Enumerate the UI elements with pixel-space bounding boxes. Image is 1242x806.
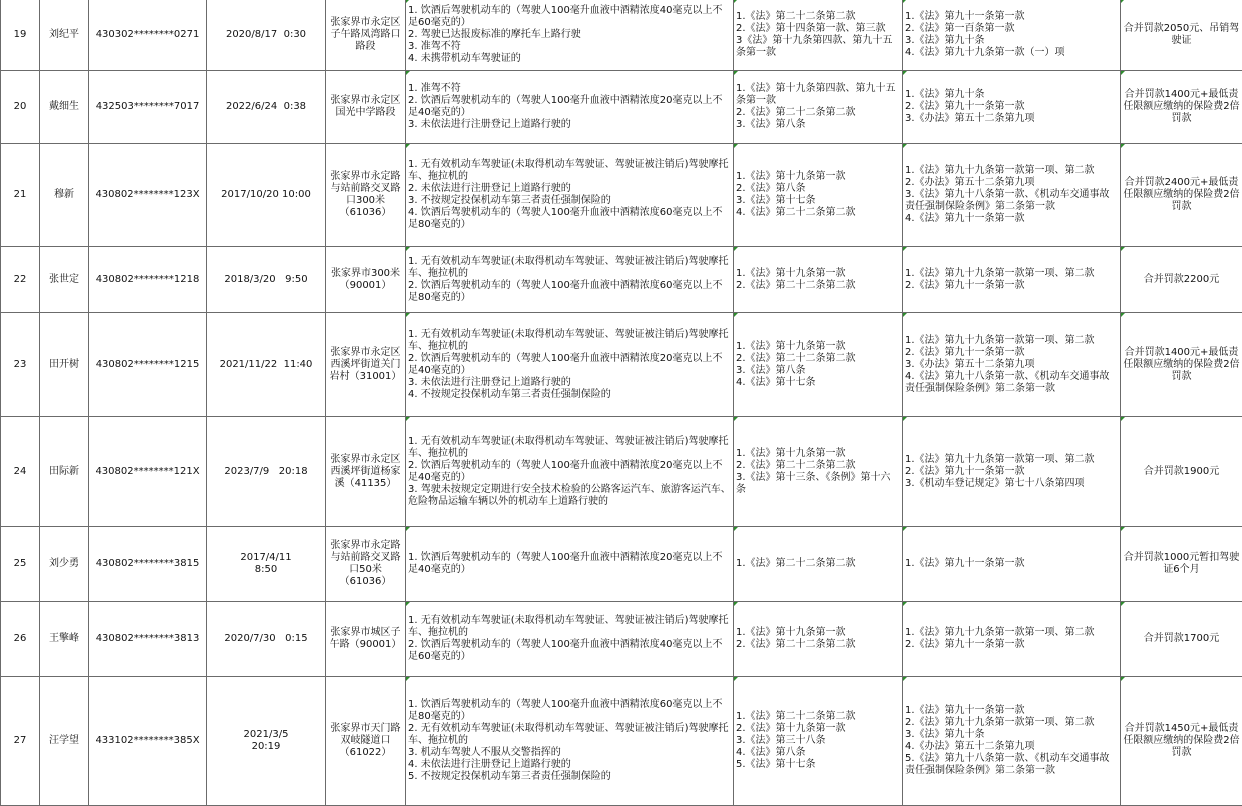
id-number-cell[interactable]: 430802********3815 [89, 527, 207, 602]
penalty-basis-cell-line: 1.《法》第九十一条第一款 [905, 558, 1118, 570]
row-number-cell[interactable]: 22 [1, 247, 40, 313]
violated-law-cell-line: 2.《法》第二十二条第二款 [736, 107, 900, 119]
violated-law-cell-line: 3.《法》第八条 [736, 119, 900, 131]
name-cell[interactable]: 穆新 [40, 144, 89, 247]
penalty-cell[interactable]: 合并罚款1700元 [1121, 602, 1242, 677]
table-row[interactable] [1, 602, 1242, 677]
time-cell-line: 2017/4/11 [209, 552, 323, 564]
time-cell[interactable] [207, 144, 326, 247]
violated-law-cell[interactable] [734, 527, 903, 602]
penalty-basis-cell-line: 1.《法》第九十九条第一款第一项、第二款 [905, 454, 1118, 466]
violations-cell-line: 4. 未携带机动车驾驶证的 [408, 53, 731, 65]
violated-law-cell-line: 2.《法》第二十二条第二款 [736, 460, 900, 472]
time-cell-line: 2021/3/5 [209, 729, 323, 741]
time-cell[interactable] [207, 71, 326, 144]
violations-cell-line: 2. 饮酒后驾驶机动车的（驾驶人100毫升血液中酒精浓度20毫克以上不足40毫克的） [408, 353, 731, 377]
violations-cell-line: 4. 未依法进行注册登记上道路行驶的 [408, 759, 731, 771]
time-cell[interactable] [207, 677, 326, 806]
penalty-basis-cell-line: 3.《法》第九十条 [905, 35, 1118, 47]
violated-law-cell[interactable] [734, 677, 903, 806]
violations-cell[interactable] [406, 144, 734, 247]
penalty-basis-cell-line: 4.《法》第九十一条第一款 [905, 213, 1118, 225]
penalty-cell[interactable]: 合并罚款2200元 [1121, 247, 1242, 313]
penalty-basis-cell-line: 2.《法》第九十九条第一款第一项、第二款 [905, 717, 1118, 729]
location-cell[interactable]: 张家界市永定区子午路凤湾路口路段 [326, 0, 406, 71]
table-row[interactable] [1, 247, 1242, 313]
penalty-basis-cell-line: 1.《法》第九十九条第一款第一项、第二款 [905, 627, 1118, 639]
violated-law-cell-line: 1.《法》第十九条第一款 [736, 341, 900, 353]
violated-law-cell-line: 1.《法》第十九条第一款 [736, 171, 900, 183]
table-row[interactable] [1, 527, 1242, 602]
penalty-basis-cell[interactable] [903, 0, 1121, 71]
violations-cell-line: 2. 饮酒后驾驶机动车的（驾驶人100毫升血液中酒精浓度60毫克以上不足80毫克的） [408, 280, 731, 304]
violated-law-cell-line: 2.《法》第十四条第一款、第三款 [736, 23, 900, 35]
name-cell[interactable]: 田开树 [40, 313, 89, 417]
violations-cell-line: 1. 无有效机动车驾驶证(未取得机动车驾驶证、驾驶证被注销后)驾驶摩托车、拖拉机的 [408, 159, 731, 183]
violated-law-cell-line: 3.《法》第三十八条 [736, 735, 900, 747]
penalty-basis-cell[interactable] [903, 247, 1121, 313]
violations-cell[interactable] [406, 527, 734, 602]
violated-law-cell-line: 1.《法》第二十二条第二款 [736, 558, 900, 570]
penalty-basis-cell[interactable] [903, 527, 1121, 602]
violations-cell-line: 2. 饮酒后驾驶机动车的（驾驶人100毫升血液中酒精浓度20毫克以上不足40毫克的） [408, 460, 731, 484]
violations-cell-line: 5. 不按规定投保机动车第三者责任强制保险的 [408, 771, 731, 783]
violated-law-cell-line: 4.《法》第八条 [736, 747, 900, 759]
id-number-cell[interactable]: 430802********3813 [89, 602, 207, 677]
violated-law-cell-line: 2.《法》第二十二条第二款 [736, 353, 900, 365]
time-cell-line: 2021/11/22 11:40 [209, 359, 323, 371]
penalty-basis-cell-line: 3.《办法》第五十二条第九项 [905, 359, 1118, 371]
violations-cell-line: 1. 准驾不符 [408, 83, 731, 95]
penalty-cell[interactable]: 合并罚款1400元+最低责任限额应缴纳的保险费2倍罚款 [1121, 313, 1242, 417]
violated-law-cell-line: 3.《法》第十七条 [736, 195, 900, 207]
id-number-cell[interactable]: 430802********121X [89, 417, 207, 527]
penalty-basis-cell[interactable] [903, 602, 1121, 677]
violations-cell-line: 3. 未依法进行注册登记上道路行驶的 [408, 119, 731, 131]
row-number-cell[interactable]: 27 [1, 677, 40, 806]
violations-cell-line: 1. 饮酒后驾驶机动车的（驾驶人100毫升血液中酒精浓度20毫克以上不足40毫克的） [408, 552, 731, 576]
time-cell-line: 20:19 [209, 741, 323, 753]
table-row[interactable] [1, 417, 1242, 527]
violated-law-cell[interactable] [734, 602, 903, 677]
violations-cell[interactable] [406, 247, 734, 313]
violated-law-cell[interactable] [734, 0, 903, 71]
id-number-cell[interactable]: 430302********0271 [89, 0, 207, 71]
violations-cell-line: 4. 不按规定投保机动车第三者责任强制保险的 [408, 389, 731, 401]
violated-law-cell-line: 2.《法》第二十二条第二款 [736, 280, 900, 292]
row-number-cell[interactable]: 19 [1, 0, 40, 71]
penalty-basis-cell-line: 2.《办法》第五十二条第九项 [905, 177, 1118, 189]
id-number-cell[interactable]: 430802********1215 [89, 313, 207, 417]
time-cell[interactable] [207, 602, 326, 677]
name-cell[interactable]: 张世定 [40, 247, 89, 313]
location-cell[interactable]: 张家界市永定区国光中学路段 [326, 71, 406, 144]
violated-law-cell-line: 4.《法》第十七条 [736, 377, 900, 389]
penalty-basis-cell-line: 1.《法》第九十条 [905, 89, 1118, 101]
penalty-basis-cell-line: 3.《法》第九十八条第一款、《机动车交通事故责任强制保险条例》第二条第一款 [905, 189, 1118, 213]
penalty-basis-cell-line: 4.《办法》第五十二条第九项 [905, 741, 1118, 753]
violated-law-cell-line: 1.《法》第十九条第一款 [736, 627, 900, 639]
penalty-basis-cell-line: 3.《机动车登记规定》第七十八条第四项 [905, 478, 1118, 490]
violated-law-cell-line: 1.《法》第十九条第一款 [736, 268, 900, 280]
time-cell[interactable] [207, 527, 326, 602]
table-row[interactable] [1, 677, 1242, 806]
violations-cell-line: 3. 不按规定投保机动车第三者责任强制保险的 [408, 195, 731, 207]
location-cell[interactable]: 张家界市永定区西溪坪街道关门岩村（31001） [326, 313, 406, 417]
violations-cell-line: 1. 无有效机动车驾驶证(未取得机动车驾驶证、驾驶证被注销后)驾驶摩托车、拖拉机的 [408, 436, 731, 460]
table-row[interactable] [1, 313, 1242, 417]
penalty-cell[interactable]: 合并罚款1450元+最低责任限额应缴纳的保险费2倍罚款 [1121, 677, 1242, 806]
violated-law-cell[interactable] [734, 313, 903, 417]
penalty-basis-cell-line: 4.《法》第九十九条第一款（一）项 [905, 47, 1118, 59]
penalty-cell[interactable]: 合并罚款2050元、吊销驾驶证 [1121, 0, 1242, 71]
time-cell[interactable] [207, 247, 326, 313]
time-cell-line: 2022/6/24 0:38 [209, 101, 323, 113]
id-number-cell[interactable]: 433102********385X [89, 677, 207, 806]
time-cell-line: 2020/8/17 0:30 [209, 29, 323, 41]
penalty-basis-cell-line: 2.《法》第九十一条第一款 [905, 639, 1118, 651]
time-cell-line: 2023/7/9 20:18 [209, 466, 323, 478]
violated-law-cell-line: 1.《法》第二十二条第二款 [736, 11, 900, 23]
name-cell[interactable]: 刘纪平 [40, 0, 89, 71]
penalty-cell[interactable]: 合并罚款1900元 [1121, 417, 1242, 527]
violated-law-cell-line: 2.《法》第二十二条第二款 [736, 639, 900, 651]
row-number-cell[interactable]: 25 [1, 527, 40, 602]
time-cell[interactable] [207, 0, 326, 71]
violated-law-cell-line: 2.《法》第十九条第一款 [736, 723, 900, 735]
violated-law-cell[interactable] [734, 71, 903, 144]
time-cell-line: 2018/3/20 9:50 [209, 274, 323, 286]
location-cell[interactable]: 张家界市300米（90001） [326, 247, 406, 313]
violations-cell-line: 2. 未依法进行注册登记上道路行驶的 [408, 183, 731, 195]
penalty-basis-cell-line: 5.《法》第九十八条第一款、《机动车交通事故责任强制保险条例》第二条第一款 [905, 753, 1118, 777]
violated-law-cell-line: 3.《法》第十三条、《条例》第十六条 [736, 472, 900, 496]
violated-law-cell-line: 5.《法》第十七条 [736, 759, 900, 771]
id-number-cell[interactable]: 432503********7017 [89, 71, 207, 144]
row-number-cell[interactable]: 21 [1, 144, 40, 247]
violations-cell-line: 1. 无有效机动车驾驶证(未取得机动车驾驶证、驾驶证被注销后)驾驶摩托车、拖拉机的 [408, 329, 731, 353]
name-cell[interactable]: 田际新 [40, 417, 89, 527]
violations-cell-line: 3. 未依法进行注册登记上道路行驶的 [408, 377, 731, 389]
penalty-basis-cell[interactable] [903, 313, 1121, 417]
violated-law-cell-line: 3.《法》第八条 [736, 365, 900, 377]
time-cell[interactable] [207, 417, 326, 527]
time-cell[interactable] [207, 313, 326, 417]
violations-cell-line: 2. 驾驶已达报废标准的摩托车上路行驶 [408, 29, 731, 41]
penalty-basis-cell-line: 1.《法》第九十九条第一款第一项、第二款 [905, 268, 1118, 280]
location-cell[interactable]: 张家界市永定路与站前路交叉路口300米（61036） [326, 144, 406, 247]
violations-cell[interactable] [406, 313, 734, 417]
penalty-basis-cell-line: 2.《法》第九十一条第一款 [905, 101, 1118, 113]
penalty-cell[interactable]: 合并罚款1400元+最低责任限额应缴纳的保险费2倍罚款 [1121, 71, 1242, 144]
violations-cell-line: 1. 无有效机动车驾驶证(未取得机动车驾驶证、驾驶证被注销后)驾驶摩托车、拖拉机的 [408, 615, 731, 639]
violations-cell[interactable] [406, 71, 734, 144]
penalty-basis-cell-line: 2.《法》第九十一条第一款 [905, 347, 1118, 359]
penalty-basis-cell[interactable] [903, 71, 1121, 144]
penalty-basis-cell-line: 1.《法》第九十一条第一款 [905, 11, 1118, 23]
violations-cell-line: 3. 驾驶未按规定定期进行安全技术检验的公路客运汽车、旅游客运汽车、危险物品运输车辆以外的机动车上道路行驶的 [408, 484, 731, 508]
table-row[interactable] [1, 144, 1242, 247]
violations-cell[interactable] [406, 677, 734, 806]
location-cell[interactable]: 张家界市天门路双岐隧道口（61022） [326, 677, 406, 806]
time-cell-line: 8:50 [209, 564, 323, 576]
table-row[interactable] [1, 0, 1242, 71]
penalty-basis-cell[interactable] [903, 677, 1121, 806]
time-cell-line: 2017/10/20 10:00 [209, 189, 323, 201]
penalty-basis-cell-line: 3.《法》第九十条 [905, 729, 1118, 741]
name-cell[interactable]: 戴细生 [40, 71, 89, 144]
violations-cell[interactable] [406, 417, 734, 527]
violations-cell-line: 2. 无有效机动车驾驶证(未取得机动车驾驶证、驾驶证被注销后)驾驶摩托车、拖拉机的 [408, 723, 731, 747]
row-number-cell[interactable]: 26 [1, 602, 40, 677]
penalty-basis-cell[interactable] [903, 417, 1121, 527]
penalty-cell[interactable]: 合并罚款2400元+最低责任限额应缴纳的保险费2倍罚款 [1121, 144, 1242, 247]
violated-law-cell[interactable] [734, 144, 903, 247]
violations-cell-line: 3. 准驾不符 [408, 41, 731, 53]
violations-cell-line: 1. 无有效机动车驾驶证(未取得机动车驾驶证、驾驶证被注销后)驾驶摩托车、拖拉机的 [408, 256, 731, 280]
table-row[interactable] [1, 71, 1242, 144]
penalty-basis-cell-line: 1.《法》第九十一条第一款 [905, 705, 1118, 717]
violations-cell-line: 1. 饮酒后驾驶机动车的（驾驶人100毫升血液中酒精浓度60毫克以上不足80毫克的） [408, 699, 731, 723]
penalty-cell[interactable]: 合并罚款1000元暂扣驾驶证6个月 [1121, 527, 1242, 602]
violations-cell-line: 2. 饮酒后驾驶机动车的（驾驶人100毫升血液中酒精浓度20毫克以上不足40毫克的） [408, 95, 731, 119]
penalty-basis-cell-line: 1.《法》第九十九条第一款第一项、第二款 [905, 165, 1118, 177]
name-cell[interactable]: 王擎峰 [40, 602, 89, 677]
time-cell-line: 2020/7/30 0:15 [209, 633, 323, 645]
penalty-basis-cell-line: 4.《法》第九十八条第一款、《机动车交通事故责任强制保险条例》第二条第一款 [905, 371, 1118, 395]
violated-law-cell[interactable] [734, 417, 903, 527]
violated-law-cell-line: 1.《法》第十九条第四款、第九十五条第一款 [736, 83, 900, 107]
row-number-cell[interactable]: 20 [1, 71, 40, 144]
violations-cell[interactable] [406, 602, 734, 677]
name-cell[interactable]: 汪学望 [40, 677, 89, 806]
penalty-basis-cell-line: 1.《法》第九十九条第一款第一项、第二款 [905, 335, 1118, 347]
violated-law-cell-line: 1.《法》第十九条第一款 [736, 448, 900, 460]
id-number-cell[interactable]: 430802********123X [89, 144, 207, 247]
violations-cell-line: 1. 饮酒后驾驶机动车的（驾驶人100毫升血液中酒精浓度40毫克以上不足60毫克的） [408, 5, 731, 29]
name-cell[interactable]: 刘少勇 [40, 527, 89, 602]
violations-cell[interactable] [406, 0, 734, 71]
penalty-basis-cell-line: 2.《法》第九十一条第一款 [905, 280, 1118, 292]
location-cell[interactable]: 张家界市永定路与站前路交叉路口50米（61036） [326, 527, 406, 602]
penalty-basis-cell-line: 2.《法》第一百条第一款 [905, 23, 1118, 35]
row-number-cell[interactable]: 23 [1, 313, 40, 417]
row-number-cell[interactable]: 24 [1, 417, 40, 527]
violations-cell-line: 4. 饮酒后驾驶机动车的（驾驶人100毫升血液中酒精浓度60毫克以上不足80毫克的） [408, 207, 731, 231]
id-number-cell[interactable]: 430802********1218 [89, 247, 207, 313]
violations-cell-line: 3. 机动车驾驶人不服从交警指挥的 [408, 747, 731, 759]
penalty-basis-cell-line: 2.《法》第九十一条第一款 [905, 466, 1118, 478]
penalty-basis-cell-line: 3.《办法》第五十二条第九项 [905, 113, 1118, 125]
violated-law-cell-line: 3《法》第十九条第四款、第九十五条第一款 [736, 35, 900, 59]
violated-law-cell-line: 1.《法》第二十二条第二款 [736, 711, 900, 723]
location-cell[interactable]: 张家界市城区子午路（90001） [326, 602, 406, 677]
penalty-basis-cell[interactable] [903, 144, 1121, 247]
violated-law-cell-line: 4.《法》第二十二条第二款 [736, 207, 900, 219]
location-cell[interactable]: 张家界市永定区西溪坪街道杨家溪（41135） [326, 417, 406, 527]
violated-law-cell-line: 2.《法》第八条 [736, 183, 900, 195]
violated-law-cell[interactable] [734, 247, 903, 313]
violations-cell-line: 2. 饮酒后驾驶机动车的（驾驶人100毫升血液中酒精浓度40毫克以上不足60毫克的） [408, 639, 731, 663]
